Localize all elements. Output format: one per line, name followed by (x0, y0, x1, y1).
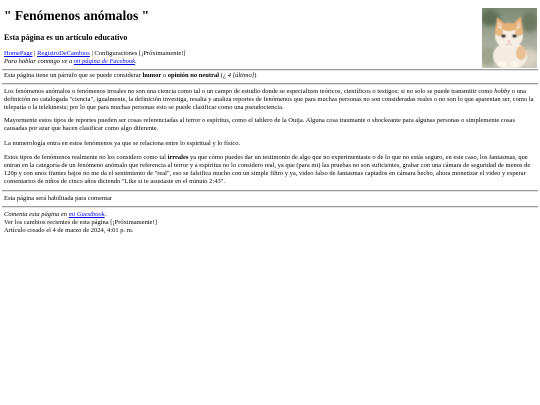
divider (2, 190, 538, 192)
guestbook-line (4, 211, 536, 219)
nav-separator: | (34, 50, 36, 57)
opinion-notice (4, 72, 536, 80)
notice-opinion: opinión no neutral (167, 72, 220, 79)
contact-line (4, 58, 536, 66)
notice-marker: ¿ 4 [último] (222, 72, 255, 79)
paragraph-strong: irreales (167, 154, 189, 161)
guestbook-suffix: . (104, 211, 107, 218)
created-date: Artículo creado el 4 de marzo de 2024, 4:01 p. m. (4, 227, 134, 234)
contact-prefix: Para hablar conmigo ve a (4, 58, 74, 65)
divider (2, 69, 538, 71)
nav-separator: | (91, 50, 93, 57)
nav-link-homepage[interactable]: HomePage (4, 50, 33, 57)
kitten-photo (482, 8, 537, 68)
paragraph-text: Estos tipos de fenómenos realmente no los considero como tal (4, 154, 168, 161)
kitten-photo-image (482, 8, 537, 68)
page-title: " Fenómenos anómalos " (4, 8, 150, 23)
guestbook-link[interactable]: mi Guestbook (68, 211, 105, 218)
article-paragraph: La numerología entra en estos fenómenos ya que se relaciona entre lo espiritual y lo físico. (4, 140, 241, 147)
notice-paren-close: ) (254, 72, 257, 79)
notice-paren-open: ( (219, 72, 223, 79)
article-paragraph (4, 154, 536, 186)
article-paragraph: Mayormente estos tipos de reportes pueden ser cosas referenciadas al terror o espíritus, como el tablero de la Ouija. Alguna cosa traumante o shockeante para algunas personas o simplemente cosas causadas por azar que hacen clasificar como algo diferente. (4, 117, 515, 132)
paragraph-text: o una definición no catalogada "ciencia", igualmente, la definición investiga, resalta y analiza reportes de fenómenos que para muchas personas no son consideradas reales o no son lo que aparentan ser, como la telepatía o la telekinesis; por lo que para muchas personas esto se puede clasificar como una pseudociencia. (4, 88, 534, 111)
divider (2, 83, 538, 85)
divider (2, 206, 538, 208)
notice-prefix: Esta página tiene un párrafo que se puede considerar (4, 72, 143, 79)
paragraph-text: Los fenómenos anómalos o fenómenos irreales no son una ciencia como tal o un campo de estudio donde se especializen teóricos, científicos o testigos; si no solo se puede transmitir como (4, 88, 495, 95)
paragraph-emphasis: hobby (494, 88, 511, 95)
nav-link-changelog[interactable]: RegistroDeCambios (37, 50, 90, 57)
page-footer (4, 211, 536, 235)
notice-humor: humor (142, 72, 162, 79)
comments-notice: Esta página será habilitada para comentar (4, 195, 113, 202)
article-paragraph (4, 88, 536, 112)
page-subtitle: Esta página es un artículo educativo (4, 33, 128, 42)
nav-bar (4, 50, 536, 58)
contact-suffix: . (135, 58, 137, 65)
guestbook-prefix: Comenta esta página en (4, 211, 69, 218)
recent-changes-line: Ver los cambios recientes de esta página [¡Próximamente!] (4, 219, 157, 226)
notice-joiner: o (161, 72, 168, 79)
facebook-link[interactable]: mi página de Facebook (73, 58, 136, 65)
nav-item-settings: Configuraciones [¡Próximamente!] (94, 50, 186, 57)
paragraph-text: ya que cómo puedes dar un testimonio de algo que no experimentaste o de lo que no estás seguro, en este caso, los fantasmas, que entran en la categoría de un fenómeno anómalo que referencia al terror y a espíritus no lo considero real, ya que (para mi) las pruebas no son suficientes, grabar con una cámara de seguridad de menos de 120p y con unos frames bajos no me da el sentimiento de "real", eso se falsifica mucho con un simple filtro y ya, video falso de fantasmas captados en cámara hecho, ahora monetizar el video y esperar comentarios de niños de cinco años diciendo "Like si te asustaste en el minuto 2:43". (4, 154, 531, 185)
